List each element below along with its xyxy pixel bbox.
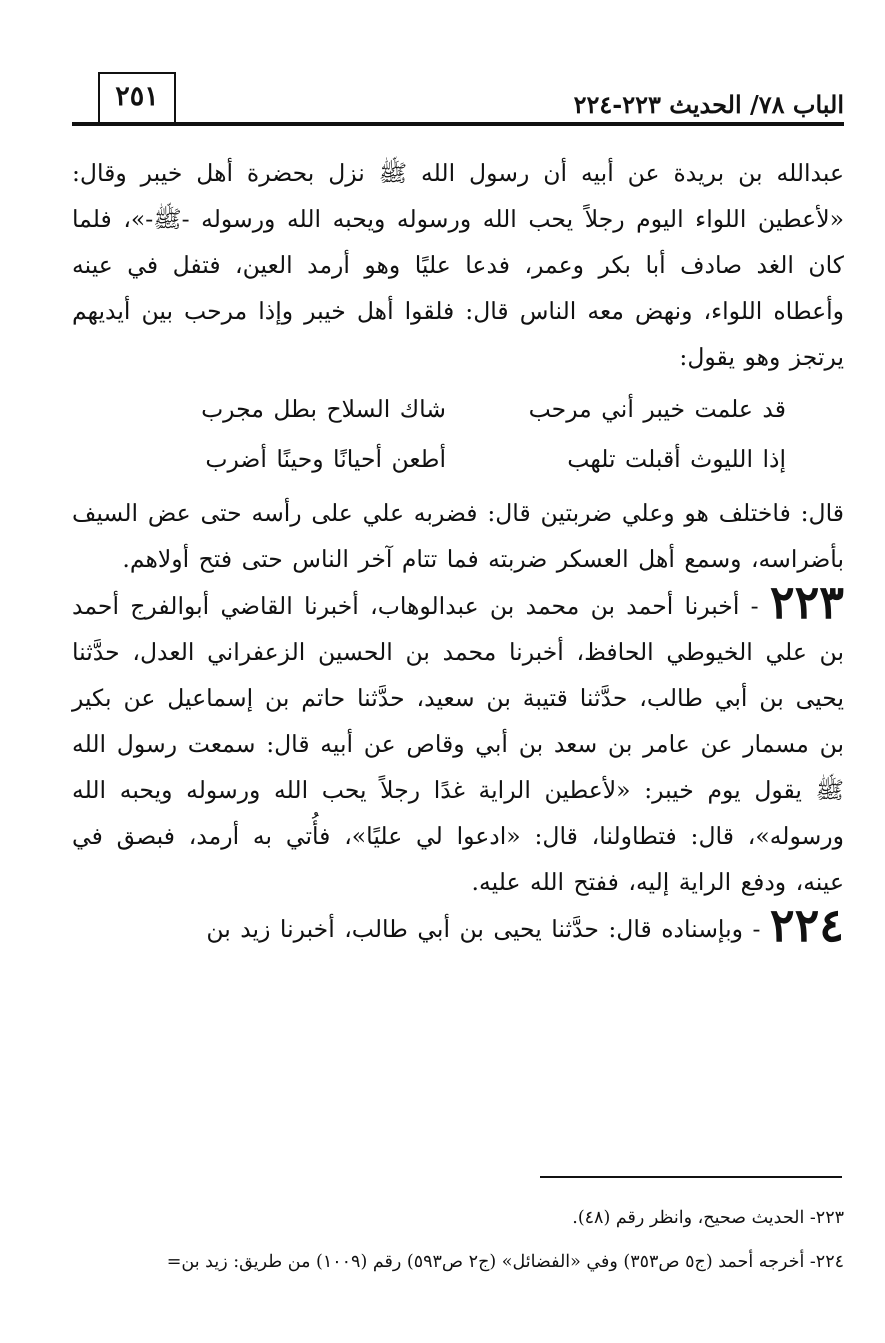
- footnote: ٢٢٤- أخرجه أحمد (ج٥ ص٣٥٣) وفي «الفضائل» (ج٢ ص٥٩٣) رقم (١٠٠٩) من طريق: زيد بن=: [166, 1252, 844, 1272]
- page-header: [72, 72, 844, 130]
- page-number: ٢٥١: [115, 81, 159, 112]
- paragraph-continuation: عبدالله بن بريدة عن أبيه أن رسول الله ﷺ نزل بحضرة أهل خيبر وقال: «لأعطين اللواء اليوم رجلاً يحب الله ورسوله ويحبه الله ورسوله -ﷺ-»، فلما كان الغد صادف أبا بكر وعمر، فدعا عليًا وهو أرمد العين، فتفل في عينه وأعطاه اللواء، ونهض معه الناس قال: فلقوا أهل خيبر وإذا مرحب بين أيديهم يرتجز وهو يقول:: [72, 159, 844, 371]
- footnote-rule: [540, 1176, 842, 1178]
- running-head: الباب ٧٨/ الحديث ٢٢٣-٢٢٤: [573, 90, 844, 119]
- verse-hemistich: أطعن أحيانًا وحينًا أضرب: [205, 445, 446, 473]
- verse-hemistich: قد علمت خيبر أني مرحب: [528, 395, 786, 423]
- verse-hemistich: إذا الليوث أقبلت تلهب: [567, 445, 786, 473]
- hadith-number: ٢٢٣: [769, 575, 844, 629]
- footnote: ٢٢٣- الحديث صحيح، وانظر رقم (٤٨).: [572, 1208, 844, 1228]
- page-number-box: [98, 72, 176, 122]
- header-rule: [72, 122, 844, 126]
- hadith-text: - وبإسناده قال: حدَّثنا يحيى بن أبي طالب، أخبرنا زيد بن: [206, 915, 761, 943]
- verse-hemistich: شاك السلاح بطل مجرب: [201, 395, 446, 423]
- verse-line: [72, 384, 844, 434]
- hadith-224: [72, 898, 844, 952]
- footnotes: [72, 1196, 844, 1284]
- paragraph: قال: فاختلف هو وعلي ضربتين قال: فضربه علي على رأسه حتى عض السيف بأضراسه، وسمع أهل العسكر ضربته فما تتام آخر الناس حتى فتح أولاهم.: [72, 499, 844, 573]
- main-text: [72, 150, 844, 952]
- hadith-text: - أخبرنا أحمد بن محمد بن عبدالوهاب، أخبرنا القاضي أبوالفرج أحمد بن علي الخيوطي الحافظ، أخبرنا محمد بن الحسين الزعفراني العدل، حدَّثنا يحيى بن أبي طالب، حدَّثنا قتيبة بن سعيد، حدَّثنا حاتم بن إسماعيل عن بكير بن مسمار عن عامر بن سعد بن أبي وقاص عن أبيه قال: سمعت رسول الله ﷺ يقول يوم خيبر: «لأعطين الراية غدًا رجلاً يحب الله ورسوله ويحبه الله ورسوله»، قال: فتطاولنا، قال: «ادعوا لي عليًا»، فأُتي به أرمد، فبصق في عينه، ودفع الراية إليه، ففتح الله عليه.: [72, 592, 844, 896]
- verse-line: [72, 434, 844, 484]
- hadith-223: [72, 575, 844, 905]
- poem: [72, 384, 844, 484]
- hadith-number: ٢٢٤: [769, 898, 844, 952]
